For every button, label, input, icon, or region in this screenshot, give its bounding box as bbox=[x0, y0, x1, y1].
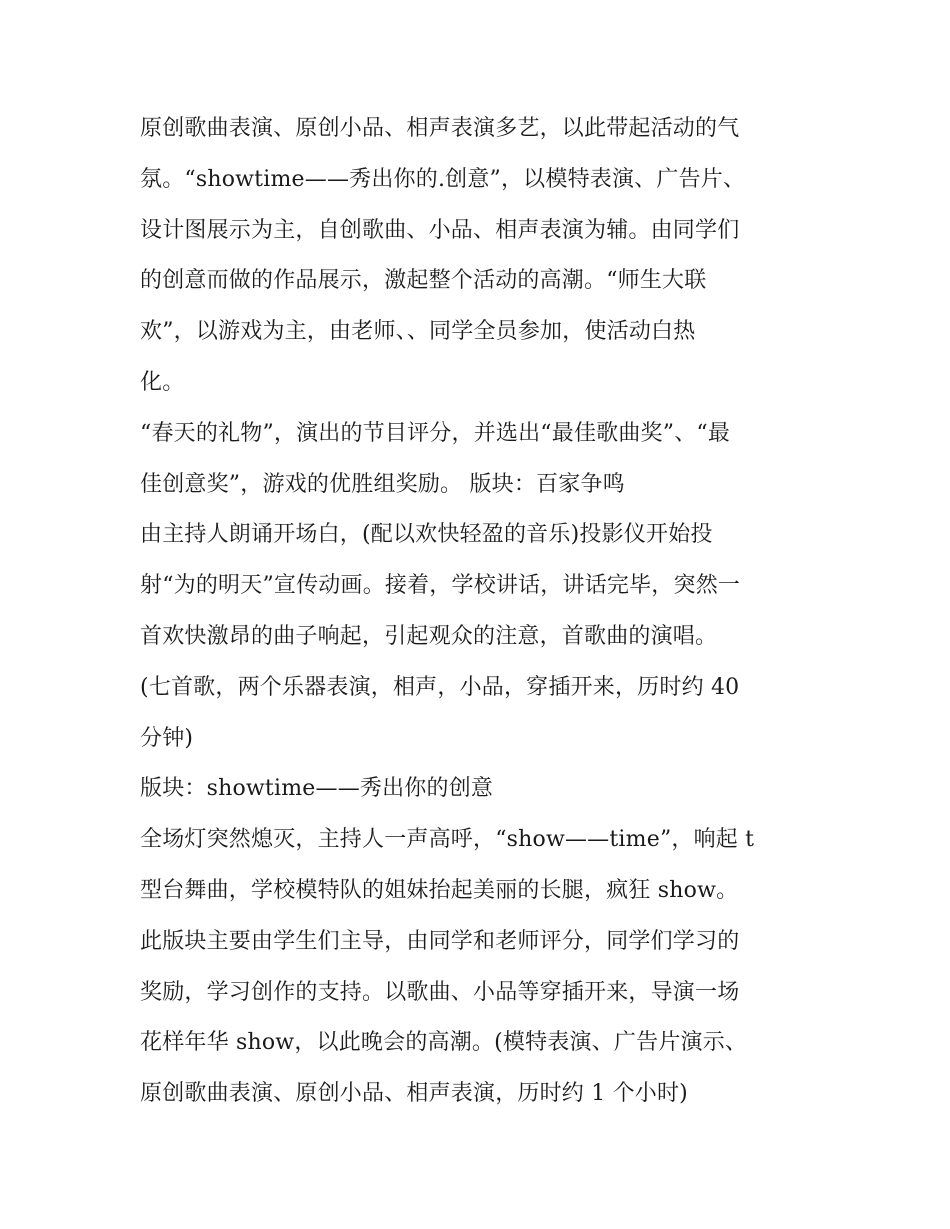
text-line: 氛。“showtime——秀出你的.创意”，以模特表演、广告片、 bbox=[140, 166, 746, 192]
text-line: 花样年华 show，以此晚会的高潮。(模特表演、广告片演示、 bbox=[140, 1030, 748, 1056]
text-line: 设计图展示为主，自创歌曲、小品、相声表演为辅。由同学们 bbox=[140, 217, 740, 243]
text-line: 全场灯突然熄灭，主持人一声高呼，“show——time”，响起 t bbox=[140, 827, 755, 853]
text-line: 化。 bbox=[140, 369, 185, 395]
text-line: 的创意而做的作品展示，激起整个活动的高潮。“师生大联 bbox=[140, 268, 707, 294]
text-line: 原创歌曲表演、原创小品、相声表演多艺，以此带起活动的气 bbox=[140, 116, 740, 141]
text-line: 射“为的明天”宣传动画。接着，学校讲话，讲话完毕，突然一 bbox=[140, 573, 741, 599]
text-line: “春天的礼物”，演出的节目评分，并选出“最佳歌曲奖”、“最 bbox=[140, 420, 731, 446]
document-body bbox=[140, 104, 820, 1120]
text-line: 此版块主要由学生们主导，由同学和老师评分，同学们学习的 bbox=[140, 928, 740, 954]
text-line: 佳创意奖”，游戏的优胜组奖励。 版块：百家争鸣 bbox=[140, 471, 625, 497]
text-line: 欢”，以游戏为主，由老师、、同学全员参加，使活动白热 bbox=[140, 319, 696, 345]
text-line: (七首歌，两个乐器表演，相声，小品，穿插开来，历时约 40 bbox=[140, 674, 740, 700]
text-line: 由主持人朗诵开场白，(配以欢快轻盈的音乐)投影仪开始投 bbox=[140, 522, 713, 548]
text-line: 原创歌曲表演、原创小品、相声表演，历时约 1 个小时) bbox=[140, 1081, 688, 1107]
text-line: 分钟) bbox=[140, 725, 194, 751]
section-heading: 版块：showtime——秀出你的创意 bbox=[140, 776, 494, 802]
text-line: 首欢快激昂的曲子响起，引起观众的注意，首歌曲的演唱。 bbox=[140, 623, 718, 649]
text-line: 奖励，学习创作的支持。以歌曲、小品等穿插开来，导演一场 bbox=[140, 979, 740, 1005]
text-line: 型台舞曲，学校模特队的姐妹抬起美丽的长腿，疯狂 show。 bbox=[140, 877, 739, 903]
